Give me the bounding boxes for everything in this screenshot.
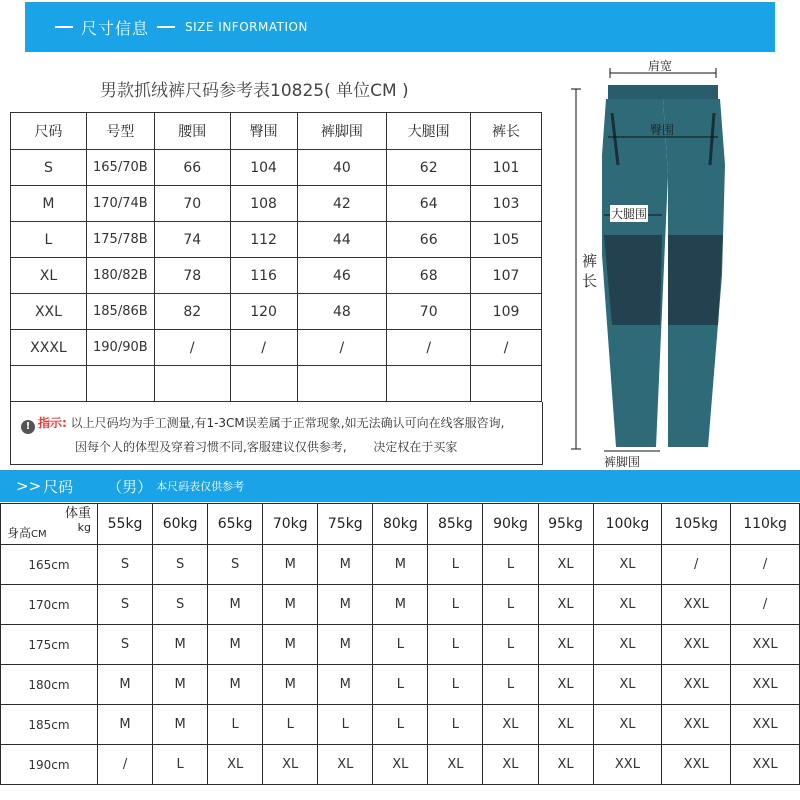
measurement-cell: 165/70B (86, 150, 154, 186)
reference-row (1, 545, 800, 585)
banner-title-en: SIZE INFORMATION (185, 20, 308, 34)
reference-row (1, 665, 800, 705)
height-cell: 185cm (1, 705, 98, 745)
weight-header-cell: 70kg (263, 504, 318, 545)
weight-header-cell: 95kg (538, 504, 593, 545)
size-cell: XXL (662, 665, 731, 705)
size-cell: XXL (662, 625, 731, 665)
measurement-cell: 180/82B (86, 258, 154, 294)
size-cell: L (428, 585, 483, 625)
size-cell: M (373, 585, 428, 625)
measurement-cell: 112 (230, 222, 297, 258)
size-cell: XL (263, 745, 318, 785)
measurement-cell: 70 (154, 186, 230, 222)
size-cell: L (373, 625, 428, 665)
size-cell: M (263, 625, 318, 665)
measurement-cell: 109 (471, 294, 542, 330)
size-cell: XL (318, 745, 373, 785)
size-cell: XL (593, 665, 662, 705)
measurement-header-row (11, 113, 542, 150)
height-cell: 180cm (1, 665, 98, 705)
hem-label: 裤脚围 (604, 455, 641, 469)
measurement-cell: 108 (230, 186, 297, 222)
height-cell: 175cm (1, 625, 98, 665)
measurement-cell: 175/78B (86, 222, 154, 258)
banner-dash-left (55, 26, 73, 28)
size-cell: M (153, 705, 208, 745)
size-cell: M (318, 665, 373, 705)
corner-weight-unit: kg (77, 521, 91, 534)
size-cell: / (98, 745, 153, 785)
weight-header-cell: 110kg (731, 504, 800, 545)
size-cell: M (373, 545, 428, 585)
note-text-2: 因每个人的体型及穿着习惯不同,客服建议仅供参考, 决定权在于买家 (75, 440, 458, 454)
size-cell: M (208, 585, 263, 625)
weight-header-cell: 65kg (208, 504, 263, 545)
size-cell: XL (538, 745, 593, 785)
size-cell: / (731, 545, 800, 585)
measurement-cell: / (387, 330, 471, 366)
measurement-blank-cell (154, 366, 230, 402)
measurement-cell: 104 (230, 150, 297, 186)
measurement-cell: 103 (471, 186, 542, 222)
measurement-header-cell: 裤脚围 (297, 113, 387, 150)
reference-size-word: 尺码 (43, 477, 74, 496)
measurement-cell: 74 (154, 222, 230, 258)
size-cell: S (98, 545, 153, 585)
size-cell: XL (593, 585, 662, 625)
weight-header-cell: 60kg (153, 504, 208, 545)
measurement-blank-cell (86, 366, 154, 402)
banner-title-cn: 尺寸信息 (81, 18, 150, 38)
size-info-banner (25, 2, 775, 52)
size-cell: XXL (662, 585, 731, 625)
size-cell: L (153, 745, 208, 785)
size-cell: XL (593, 705, 662, 745)
thigh-label: 大腿围 (611, 207, 648, 221)
measurement-row (11, 330, 542, 366)
size-cell: S (98, 585, 153, 625)
weight-header-cell: 75kg (318, 504, 373, 545)
size-cell: XL (538, 545, 593, 585)
pants-right-knee-panel (668, 235, 723, 325)
reference-row (1, 625, 800, 665)
corner-weight (65, 507, 91, 535)
pants-diagram (560, 55, 800, 470)
corner-height (7, 524, 47, 541)
length-label: 裤长 (582, 252, 598, 290)
weight-header-cell: 80kg (373, 504, 428, 545)
weight-header-cell: 105kg (662, 504, 731, 545)
reference-corner-cell (1, 504, 98, 545)
measurement-row (11, 150, 542, 186)
size-cell: L (483, 625, 538, 665)
size-cell: L (428, 665, 483, 705)
measurement-header-cell: 裤长 (471, 113, 542, 150)
size-cell: L (373, 665, 428, 705)
reference-note: 本尺码表仅供参考 (156, 480, 245, 493)
shoulder-label: 肩宽 (648, 59, 673, 73)
measurement-header-cell: 尺码 (11, 113, 87, 150)
corner-height-label: 身高 (7, 526, 32, 540)
reference-row (1, 745, 800, 785)
reference-header-row (1, 504, 800, 545)
size-cell: XL (373, 745, 428, 785)
size-cell: XXL (731, 705, 800, 745)
measurement-cell: S (11, 150, 87, 186)
weight-header-cell: 55kg (98, 504, 153, 545)
size-cell: L (428, 625, 483, 665)
size-cell: / (731, 585, 800, 625)
measurement-cell: 78 (154, 258, 230, 294)
size-cell: XL (593, 625, 662, 665)
reference-arrows: >> (16, 477, 42, 495)
measurement-cell: / (154, 330, 230, 366)
size-cell: L (428, 545, 483, 585)
size-cell: M (318, 585, 373, 625)
size-cell: XL (483, 705, 538, 745)
note-box (10, 402, 543, 465)
weight-header-cell: 85kg (428, 504, 483, 545)
measurement-cell: 68 (387, 258, 471, 294)
measurement-cell: XXL (11, 294, 87, 330)
size-cell: XXL (731, 665, 800, 705)
note-line-2 (75, 438, 457, 455)
size-cell: L (263, 705, 318, 745)
measurement-cell: 66 (154, 150, 230, 186)
size-cell: L (483, 585, 538, 625)
measurement-cell: 62 (387, 150, 471, 186)
size-cell: L (483, 545, 538, 585)
pants-waistband (608, 85, 718, 99)
size-cell: M (208, 665, 263, 705)
reference-row (1, 705, 800, 745)
measurement-blank-cell (471, 366, 542, 402)
measurement-cell: 116 (230, 258, 297, 294)
measurement-blank-row (11, 366, 542, 402)
corner-height-unit: CM (31, 529, 47, 540)
size-cell: L (483, 665, 538, 705)
measurement-blank-cell (387, 366, 471, 402)
size-cell: XXL (662, 705, 731, 745)
size-cell: S (153, 585, 208, 625)
size-cell: XL (483, 745, 538, 785)
measurement-blank-cell (297, 366, 387, 402)
measurement-cell: 190/90B (86, 330, 154, 366)
measurement-cell: 120 (230, 294, 297, 330)
size-cell: M (98, 665, 153, 705)
size-cell: XXL (593, 745, 662, 785)
measurement-cell: 185/86B (86, 294, 154, 330)
size-cell: S (98, 625, 153, 665)
size-cell: XXL (662, 745, 731, 785)
corner-weight-label: 体重 (64, 506, 91, 521)
reference-row (1, 585, 800, 625)
measurement-cell: 48 (297, 294, 387, 330)
measurement-cell: XL (11, 258, 87, 294)
measurement-header-cell: 腰围 (154, 113, 230, 150)
size-chart-title: 男款抓绒裤尺码参考表10825( 单位CM ) (100, 81, 409, 101)
size-cell: M (263, 545, 318, 585)
banner-dash-right (157, 26, 175, 28)
measurement-cell: 46 (297, 258, 387, 294)
size-cell: XL (538, 665, 593, 705)
weight-header-cell: 90kg (483, 504, 538, 545)
size-cell: L (208, 705, 263, 745)
measurement-header-cell: 大腿围 (387, 113, 471, 150)
measurement-cell: 107 (471, 258, 542, 294)
measurement-cell: / (230, 330, 297, 366)
measurement-cell: L (11, 222, 87, 258)
measurement-row (11, 294, 542, 330)
measurement-cell: XXXL (11, 330, 87, 366)
size-cell: L (373, 705, 428, 745)
measurement-cell: 170/74B (86, 186, 154, 222)
size-cell: XL (593, 545, 662, 585)
measurement-cell: M (11, 186, 87, 222)
size-cell: XL (538, 625, 593, 665)
size-cell: L (428, 705, 483, 745)
measurement-table (10, 112, 542, 402)
size-cell: XL (428, 745, 483, 785)
size-cell: XL (538, 705, 593, 745)
measurement-cell: 66 (387, 222, 471, 258)
measurement-cell: 44 (297, 222, 387, 258)
measurement-header-cell: 臀围 (230, 113, 297, 150)
pants-left-knee-panel (604, 235, 662, 325)
size-cell: M (263, 665, 318, 705)
size-cell: M (263, 585, 318, 625)
hip-label: 臀围 (650, 123, 675, 137)
measurement-cell: 42 (297, 186, 387, 222)
height-weight-table (0, 503, 800, 785)
size-cell: S (208, 545, 263, 585)
measurement-row (11, 222, 542, 258)
size-cell: S (153, 545, 208, 585)
size-cell: M (98, 705, 153, 745)
measurement-header-cell: 号型 (86, 113, 154, 150)
measurement-row (11, 258, 542, 294)
weight-header-cell: 100kg (593, 504, 662, 545)
note-text-1: 以上尺码均为手工测量,有1-3CM误差属于正常现象,如无法确认可向在线客服咨询, (70, 416, 505, 430)
note-line-1 (21, 414, 504, 434)
size-cell: M (208, 625, 263, 665)
size-cell: / (662, 545, 731, 585)
reference-bar (0, 470, 800, 502)
info-icon: ! (21, 420, 35, 434)
measurement-blank-cell (230, 366, 297, 402)
measurement-row (11, 186, 542, 222)
size-cell: M (153, 625, 208, 665)
measurement-cell: / (471, 330, 542, 366)
measurement-cell: 105 (471, 222, 542, 258)
size-cell: XL (538, 585, 593, 625)
reference-gender: （男） (107, 477, 153, 496)
measurement-blank-cell (11, 366, 87, 402)
size-cell: L (318, 705, 373, 745)
measurement-cell: 82 (154, 294, 230, 330)
height-cell: 165cm (1, 545, 98, 585)
measurement-cell: 40 (297, 150, 387, 186)
measurement-cell: / (297, 330, 387, 366)
size-cell: M (318, 545, 373, 585)
size-cell: XL (208, 745, 263, 785)
note-label: 指示: (38, 416, 67, 430)
size-cell: XXL (731, 625, 800, 665)
height-cell: 190cm (1, 745, 98, 785)
size-cell: M (318, 625, 373, 665)
measurement-cell: 64 (387, 186, 471, 222)
measurement-cell: 70 (387, 294, 471, 330)
height-cell: 170cm (1, 585, 98, 625)
measurement-cell: 101 (471, 150, 542, 186)
size-cell: M (153, 665, 208, 705)
size-cell: XXL (731, 745, 800, 785)
